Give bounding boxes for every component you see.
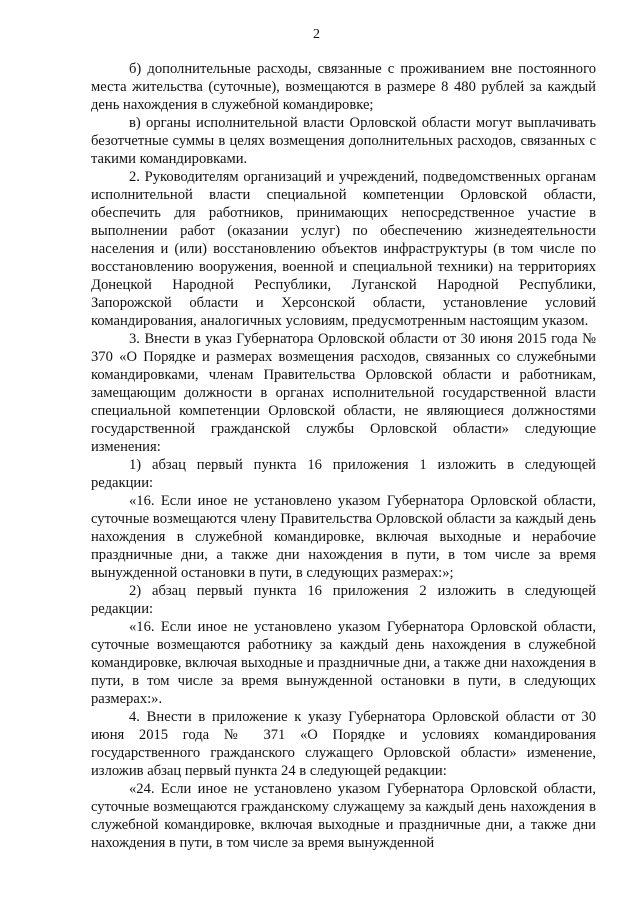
paragraph-4-amend-decree-371: 4. Внести в приложение к указу Губернатора Орловской области от 30 июня 2015 года № 371 «О Порядке и условиях командирования государственного гражданского служащего Орловской области» изменение, изложив абзац первый пункта 24 в следующей редакции:	[91, 709, 596, 779]
paragraph-3-2-appendix-2: 2) абзац первый пункта 16 приложения 2 изложить в следующей редакции:	[91, 583, 596, 617]
paragraph-3-1-new-text: «16. Если иное не установлено указом Губернатора Орловской области, суточные возмещаются члену Правительства Орловской области за каждый день нахождения в служебной командировке, включая выходные и нерабочие праздничные дни, а также дни нахождения в пути, в том числе за время вынужденной остановки в пути, в следующих размерах:»;	[91, 493, 596, 581]
paragraph-3-amend-decree-370: 3. Внести в указ Губернатора Орловской области от 30 июня 2015 года № 370 «О Порядке и размерах возмещения расходов, связанных со служебными командировками, членам Правительства Орловской области и работникам, замещающим должности в органах исполнительной государственной власти специальной компетенции Орловской области, не являющиеся должностями государственной гражданской службы Орловской области» следующие изменения:	[91, 331, 596, 455]
page-number: 2	[313, 27, 320, 42]
paragraph-v-unaccounted-sums: в) органы исполнительной власти Орловской области могут выплачивать безотчетные суммы в целях возмещения дополнительных расходов, связанных с такими командировками.	[91, 115, 596, 167]
paragraph-2-organization-heads: 2. Руководителям организаций и учреждений, подведомственных органам исполнительной власти специальной компетенции Орловской области, обеспечить для работников, принимающих непосредственное участие в выполнении работ (оказании услуг) по обеспечению жизнедеятельности населения и (или) восстановлению объектов инфраструктуры (в том числе по восстановлению вооружения, военной и специальной техники) на территориях Донецкой Народной Республики, Луганской Народной Республики, Запорожской области и Херсонской области, установление условий командирования, аналогичных условиям, предусмотренным настоящим указом.	[91, 169, 596, 329]
paragraph-b-daily-allowance: б) дополнительные расходы, связанные с проживанием вне постоянного места жительства (суточные), возмещаются в размере 8 480 рублей за каждый день нахождения в служебной командировке;	[91, 61, 596, 113]
document-body	[91, 60, 596, 852]
paragraph-3-1-appendix-1: 1) абзац первый пункта 16 приложения 1 изложить в следующей редакции:	[91, 457, 596, 491]
paragraph-3-2-new-text: «16. Если иное не установлено указом Губернатора Орловской области, суточные возмещаются работнику за каждый день нахождения в служебной командировке, включая выходные и праздничные дни, а также дни нахождения в пути, в том числе за время вынужденной остановки в пути, в следующих размерах:».	[91, 619, 596, 707]
paragraph-4-new-text: «24. Если иное не установлено указом Губернатора Орловской области, суточные возмещаются гражданскому служащему за каждый день нахождения в служебной командировке, включая выходные и праздничные дни, а также дни нахождения в пути, в том числе за время вынужденной	[91, 781, 596, 851]
